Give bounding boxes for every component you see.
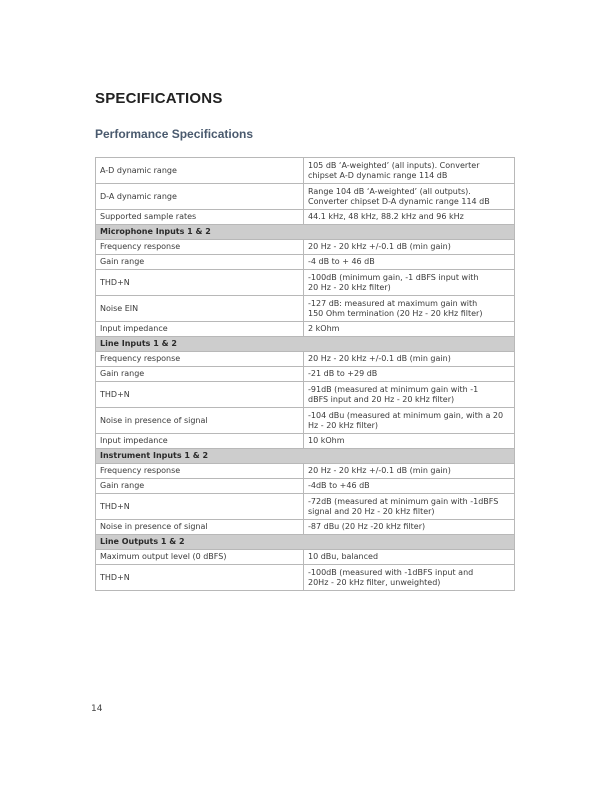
spec-value-line: -127 dB: measured at maximum gain with [308, 298, 478, 308]
spec-value-line: 20 Hz - 20 kHz +/-0.1 dB (min gain) [308, 354, 451, 363]
spec-value-line: -72dB (measured at minimum gain with -1dBFS [308, 496, 499, 506]
spec-row [96, 255, 515, 270]
spec-value [304, 255, 515, 270]
group-header-label: Line Inputs 1 & 2 [96, 337, 515, 352]
spec-value-line: Range 104 dB ‘A-weighted’ (all outputs). [308, 186, 471, 196]
spec-label: Gain range [96, 367, 304, 382]
spec-value-line: -100dB (minimum gain, -1 dBFS input with [308, 272, 479, 282]
spec-value [304, 565, 515, 591]
spec-row [96, 184, 515, 210]
spec-row [96, 240, 515, 255]
spec-value-line: Hz - 20 kHz filter) [308, 420, 379, 430]
spec-value-line: 105 dB ‘A-weighted’ (all inputs). Converter [308, 160, 480, 170]
spec-row [96, 434, 515, 449]
spec-label: THD+N [96, 382, 304, 408]
spec-value-line: 20Hz - 20 kHz filter, unweighted) [308, 577, 441, 587]
spec-value [304, 382, 515, 408]
spec-row [96, 520, 515, 535]
spec-value-line: dBFS input and 20 Hz - 20 kHz filter) [308, 394, 455, 404]
spec-label: THD+N [96, 270, 304, 296]
spec-label: Noise EIN [96, 296, 304, 322]
spec-value-line: -87 dBu (20 Hz -20 kHz filter) [308, 522, 426, 531]
group-header-label: Microphone Inputs 1 & 2 [96, 225, 515, 240]
spec-row [96, 270, 515, 296]
spec-value [304, 367, 515, 382]
group-header-row [96, 225, 515, 240]
spec-label: A-D dynamic range [96, 158, 304, 184]
spec-value [304, 184, 515, 210]
spec-label: Frequency response [96, 464, 304, 479]
spec-value [304, 240, 515, 255]
spec-row [96, 550, 515, 565]
spec-value-line: 20 Hz - 20 kHz filter) [308, 282, 391, 292]
specifications-table-body [96, 158, 515, 591]
spec-row [96, 464, 515, 479]
spec-value [304, 494, 515, 520]
spec-value [304, 322, 515, 337]
spec-value-line: Converter chipset D-A dynamic range 114 dB [308, 196, 490, 206]
group-header-row [96, 449, 515, 464]
spec-value-line: -104 dBu (measured at minimum gain, with a 20 [308, 410, 504, 420]
spec-label: Frequency response [96, 352, 304, 367]
spec-value-line: -91dB (measured at minimum gain with -1 [308, 384, 479, 394]
spec-value-line: 2 kOhm [308, 324, 340, 333]
spec-value-line: 10 kOhm [308, 436, 345, 445]
group-header-row [96, 535, 515, 550]
page-title: SPECIFICATIONS [95, 90, 223, 107]
spec-value [304, 158, 515, 184]
spec-value [304, 408, 515, 434]
group-header-label: Line Outputs 1 & 2 [96, 535, 515, 550]
group-header-row [96, 337, 515, 352]
spec-value [304, 520, 515, 535]
spec-row [96, 158, 515, 184]
spec-value [304, 352, 515, 367]
spec-label: Input impedance [96, 434, 304, 449]
spec-value [304, 270, 515, 296]
spec-value-line: 150 Ohm termination (20 Hz - 20 kHz filter) [308, 308, 483, 318]
spec-row [96, 494, 515, 520]
spec-value-line: 44.1 kHz, 48 kHz, 88.2 kHz and 96 kHz [308, 212, 464, 221]
spec-row [96, 565, 515, 591]
spec-value-line: 10 dBu, balanced [308, 552, 379, 561]
spec-value [304, 464, 515, 479]
spec-label: Supported sample rates [96, 210, 304, 225]
spec-value-line: -4 dB to + 46 dB [308, 257, 375, 266]
spec-label: Gain range [96, 479, 304, 494]
spec-value-line: -4dB to +46 dB [308, 481, 370, 490]
spec-label: Noise in presence of signal [96, 520, 304, 535]
spec-row [96, 352, 515, 367]
spec-value [304, 550, 515, 565]
spec-label: THD+N [96, 494, 304, 520]
spec-value [304, 434, 515, 449]
spec-value-line: -21 dB to +29 dB [308, 369, 378, 378]
spec-row [96, 296, 515, 322]
spec-value-line: -100dB (measured with -1dBFS input and [308, 567, 474, 577]
spec-value [304, 210, 515, 225]
spec-row [96, 367, 515, 382]
spec-row [96, 322, 515, 337]
spec-row [96, 210, 515, 225]
spec-row [96, 479, 515, 494]
spec-row [96, 382, 515, 408]
spec-value-line: signal and 20 Hz - 20 kHz filter) [308, 506, 435, 516]
spec-label: THD+N [96, 565, 304, 591]
spec-label: D-A dynamic range [96, 184, 304, 210]
spec-label: Input impedance [96, 322, 304, 337]
section-title: Performance Specifications [95, 127, 254, 141]
spec-label: Gain range [96, 255, 304, 270]
spec-value [304, 296, 515, 322]
group-header-label: Instrument Inputs 1 & 2 [96, 449, 515, 464]
spec-label: Noise in presence of signal [96, 408, 304, 434]
spec-label: Maximum output level (0 dBFS) [96, 550, 304, 565]
spec-label: Frequency response [96, 240, 304, 255]
specifications-table [95, 157, 515, 591]
page-number: 14 [91, 704, 103, 714]
spec-value [304, 479, 515, 494]
spec-value-line: 20 Hz - 20 kHz +/-0.1 dB (min gain) [308, 242, 451, 251]
spec-value-line: chipset A-D dynamic range 114 dB [308, 170, 448, 180]
spec-row [96, 408, 515, 434]
spec-value-line: 20 Hz - 20 kHz +/-0.1 dB (min gain) [308, 466, 451, 475]
